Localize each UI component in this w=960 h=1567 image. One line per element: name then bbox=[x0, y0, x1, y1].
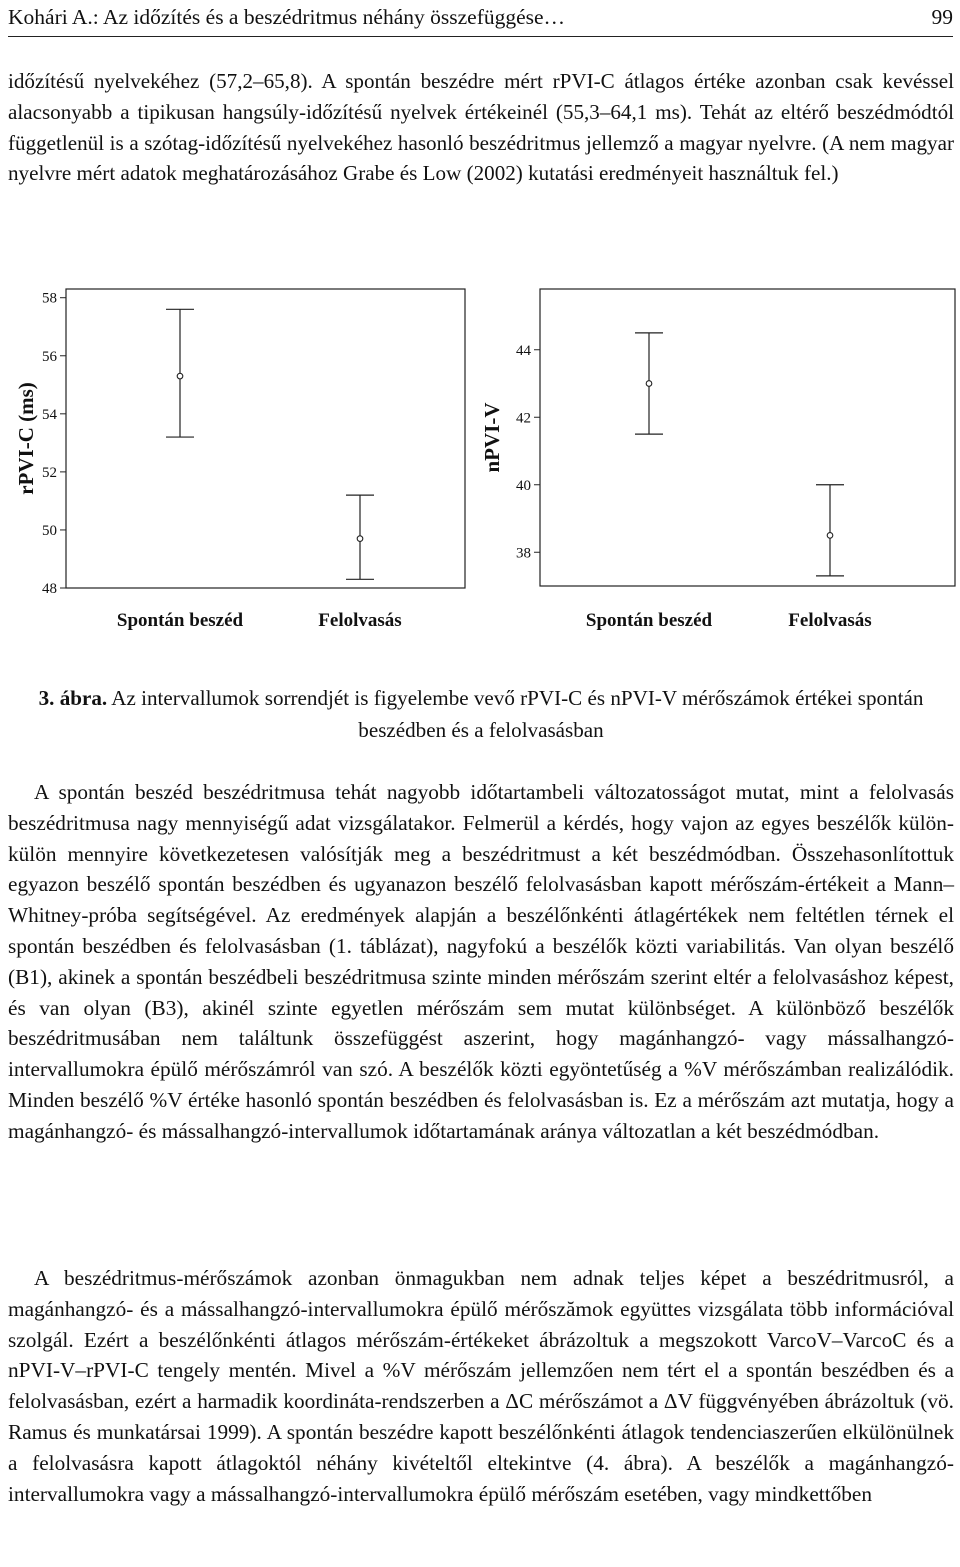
page-number: 99 bbox=[931, 5, 953, 29]
y-tick-label: 38 bbox=[516, 545, 531, 562]
running-header bbox=[8, 2, 953, 37]
npvi-v-errorbar-chart bbox=[480, 280, 960, 635]
rpvi-c-errorbar-chart bbox=[0, 280, 470, 635]
mean-point bbox=[646, 381, 652, 387]
figure-caption bbox=[8, 682, 954, 746]
y-tick-label: 42 bbox=[516, 410, 531, 427]
mean-point bbox=[177, 373, 183, 379]
y-tick-label: 44 bbox=[516, 342, 531, 359]
y-tick-label: 58 bbox=[42, 290, 57, 307]
figure-caption-text: Az intervallumok sorrendjét is figyelembe vevő rPVI-C és nPVI-V mérőszámok értékei spontán beszédben és a felolvasásban bbox=[107, 686, 924, 742]
x-category-label: Spontán beszéd bbox=[585, 610, 713, 631]
paragraph-3: A beszédritmus-mérőszámok azonban önmagukban nem adnak teljes képet a beszédritmusról, a magánhangzó- és a mássalhangzó-intervallumokra épülő mérőszămok együttes vizsgálata több információval szolgál. Ezért a beszélőnkénti átlagos mérőszám-értékeket ábrázoltuk a megszokott VarcoV–VarcoC és a nPVI-V–rPVI-C tengely mentén. Mivel a %V mérőszám jellemzően nem tért el a spontán beszédben és a felolvasásban, ezért a harmadik koordináta-rendszerben a ΔC mérőszámot a ΔV függvényében ábrázoltuk (vö. Ramus és munkatársai 1999). A spontán beszédre kapott beszélőnkénti átlagok tendenciaszerűen elkülönülnek a felolvasásra kapott átlagoktól néhány kivételtől eltekintve (4. ábra). A beszélők a magánhangzó-intervallumokra vagy a mássalhangzó-intervallumokra épülő mérőszám esetében, vagy mindkettőben bbox=[8, 1266, 954, 1506]
plot-frame bbox=[540, 289, 955, 586]
figure-label: 3. ábra. bbox=[38, 686, 108, 710]
y-axis-label: nPVI-V bbox=[480, 402, 504, 473]
y-tick-label: 50 bbox=[42, 522, 57, 539]
y-axis-label: rPVI-C (ms) bbox=[14, 382, 38, 495]
y-tick-label: 54 bbox=[42, 406, 57, 423]
y-tick-label: 52 bbox=[42, 464, 57, 481]
x-category-label: Felolvasás bbox=[788, 610, 872, 631]
paragraph-2: A spontán beszéd beszédritmusa tehát nagyobb időtartambeli változatosságot mutat, mint a felolvasás beszédritmusa nagy mennyiségű adat vizsgálatakor. Felmerül a kérdés, hogy vajon az egyes beszélők külön-külön mennyire következetesen valósítják meg a beszédritmust a két beszédmódban. Összehasonlítottuk egyazon beszélő spontán beszédben és ugyanazon beszélő felolvasásban kapott mérőszám-értékeit a Mann–Whitney-próba segítségével. Az eredmények alapján a beszélőnkénti átlagértékek nem feltétlen térnek el spontán beszédben és felolvasásban (1. táblázat), nagyfokú a beszélők közti variabilitás. Van olyan beszélő (B1), akinek a spontán beszédbeli beszédritmusa szinte minden mérőszám szerint eltér a felolvasáshoz képest, és van olyan (B3), akinél szinte egyetlen mérőszám sem mutat különbséget. A különböző beszélők beszédritmusában nem találtunk összefüggést aszerint, hogy magánhangzó- vagy mássalhangzó-intervallumokra épülő mérőszámról van szó. A beszélők közti egyöntetűség a %V mérőszámban realizálódik. Minden beszélő %V értéke hasonló spontán beszédben és felolvasásban is. Ez a mérőszám azt mutatja, hogy a magánhangzó- és mássalhangzó-intervallumok időtartamának aránya változatlan a két beszédmódban. bbox=[8, 780, 954, 1143]
x-category-label: Spontán beszéd bbox=[116, 610, 244, 631]
y-tick-label: 48 bbox=[42, 581, 57, 597]
mean-point bbox=[357, 536, 363, 542]
mean-point bbox=[827, 533, 833, 539]
plot-frame bbox=[66, 289, 465, 588]
y-tick-label: 40 bbox=[516, 477, 531, 494]
running-title: Kohári A.: Az időzítés és a beszédritmus néhány összefüggése… bbox=[8, 5, 566, 29]
paragraph-1: időzítésű nyelvekéhez (57,2–65,8). A spontán beszédre mért rPVI-C átlagos értéke azonban csak kevéssel alacsonyabb a tipikusan hangsúly-időzítésű nyelvek értékeinél (55,3–64,1 ms). Tehát az eltérő beszédmódtól függetlenül is a szótag-időzítésű nyelvekéhez hasonló beszédritmus jellemző a magyar nyelvre. (A nem magyar nyelvre mért adatok meghatározásához Grabe és Low (2002) kutatási eredményeit használtuk fel.) bbox=[8, 69, 954, 186]
y-tick-label: 56 bbox=[42, 348, 57, 365]
x-category-label: Felolvasás bbox=[318, 610, 402, 631]
